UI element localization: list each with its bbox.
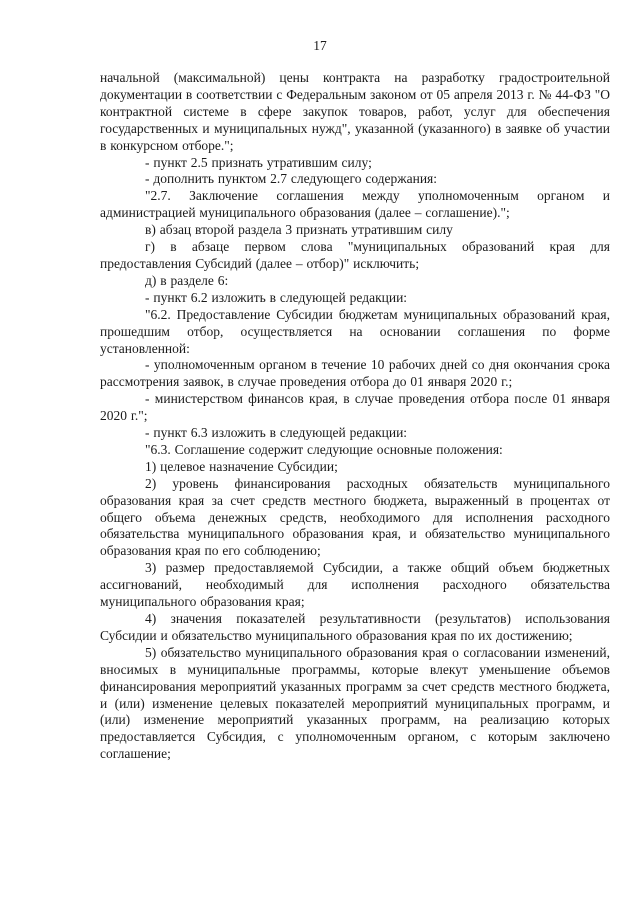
paragraph-14: 1) целевое назначение Субсидии;: [145, 458, 338, 474]
paragraph-16: 3) размер предоставляемой Субсидии, а также общий объем бюджетных ассигнований, необходимый для исполнения расходного обязательства муниципального образования края;: [100, 560, 610, 610]
paragraph-18: 5) обязательство муниципального образования края о согласовании изменений, вносимых в муниципальные программы, которые влекут уменьшение объемов финансирования мероприятий указанных программ за счет средств местного бюджета, и (или) изменение целевых показателей мероприятий муниципальных программ, и (или) изменение мероприятий указанных программ, на реализацию которых предоставляется Субсидия, с уполномоченным органом, с которым заключено соглашение;: [100, 644, 610, 762]
paragraph-17: 4) значения показателей результативности (результатов) использования Субсидии и обязательство муниципального образования края по их достижению;: [100, 611, 610, 643]
paragraph-15: 2) уровень финансирования расходных обязательств муниципального образования края за счет средств местного бюджета, выраженный в процентах от общего объема денежных средств, необходимого для исполнения расходного обязательства муниципального образования края, и обязательство муниципального образования края по его соблюдению;: [100, 475, 610, 559]
paragraph-3: - дополнить пунктом 2.7 следующего содержания:: [145, 171, 438, 187]
paragraph-2: - пункт 2.5 признать утратившим силу;: [145, 154, 372, 170]
paragraph-7: д) в разделе 6:: [145, 272, 229, 288]
paragraph-9: "6.2. Предоставление Субсидии бюджетам муниципальных образований края, прошедшим отбор, осуществляется на основании соглашения по форме установленной:: [100, 306, 610, 356]
paragraph-4: "2.7. Заключение соглашения между уполномоченным органом и администрацией муниципального образования (далее – соглашение).";: [100, 188, 610, 221]
paragraph-1: начальной (максимальной) цены контракта на разработку градостроительной документации в соответствии с Федеральным законом от 05 апреля 2013 г. № 44-ФЗ "О контрактной системе в сфере закупок товаров, работ, услуг для обеспечения государственных и муниципальных нужд", указанной (указанного) в заявке об участии в конкурсном отборе.";: [100, 70, 610, 153]
paragraph-10: - уполномоченным органом в течение 10 рабочих дней со дня окончания срока рассмотрения заявок, в случае проведения отбора до 01 января 2020 г.;: [100, 357, 610, 390]
paragraph-11: - министерством финансов края, в случае проведения отбора после 01 января 2020 г.";: [100, 391, 610, 424]
page-number: 17: [313, 38, 327, 53]
body-text: [100, 70, 610, 763]
paragraph-12: - пункт 6.3 изложить в следующей редакции:: [145, 425, 408, 441]
paragraph-6: г) в абзаце первом слова "муниципальных образований края для предоставления Субсидий (далее – отбор)" исключить;: [100, 239, 610, 271]
paragraph-5: в) абзац второй раздела 3 признать утратившим силу: [145, 222, 453, 238]
paragraph-8: - пункт 6.2 изложить в следующей редакции:: [145, 289, 408, 305]
paragraph-13: "6.3. Соглашение содержит следующие основные положения:: [145, 441, 503, 457]
